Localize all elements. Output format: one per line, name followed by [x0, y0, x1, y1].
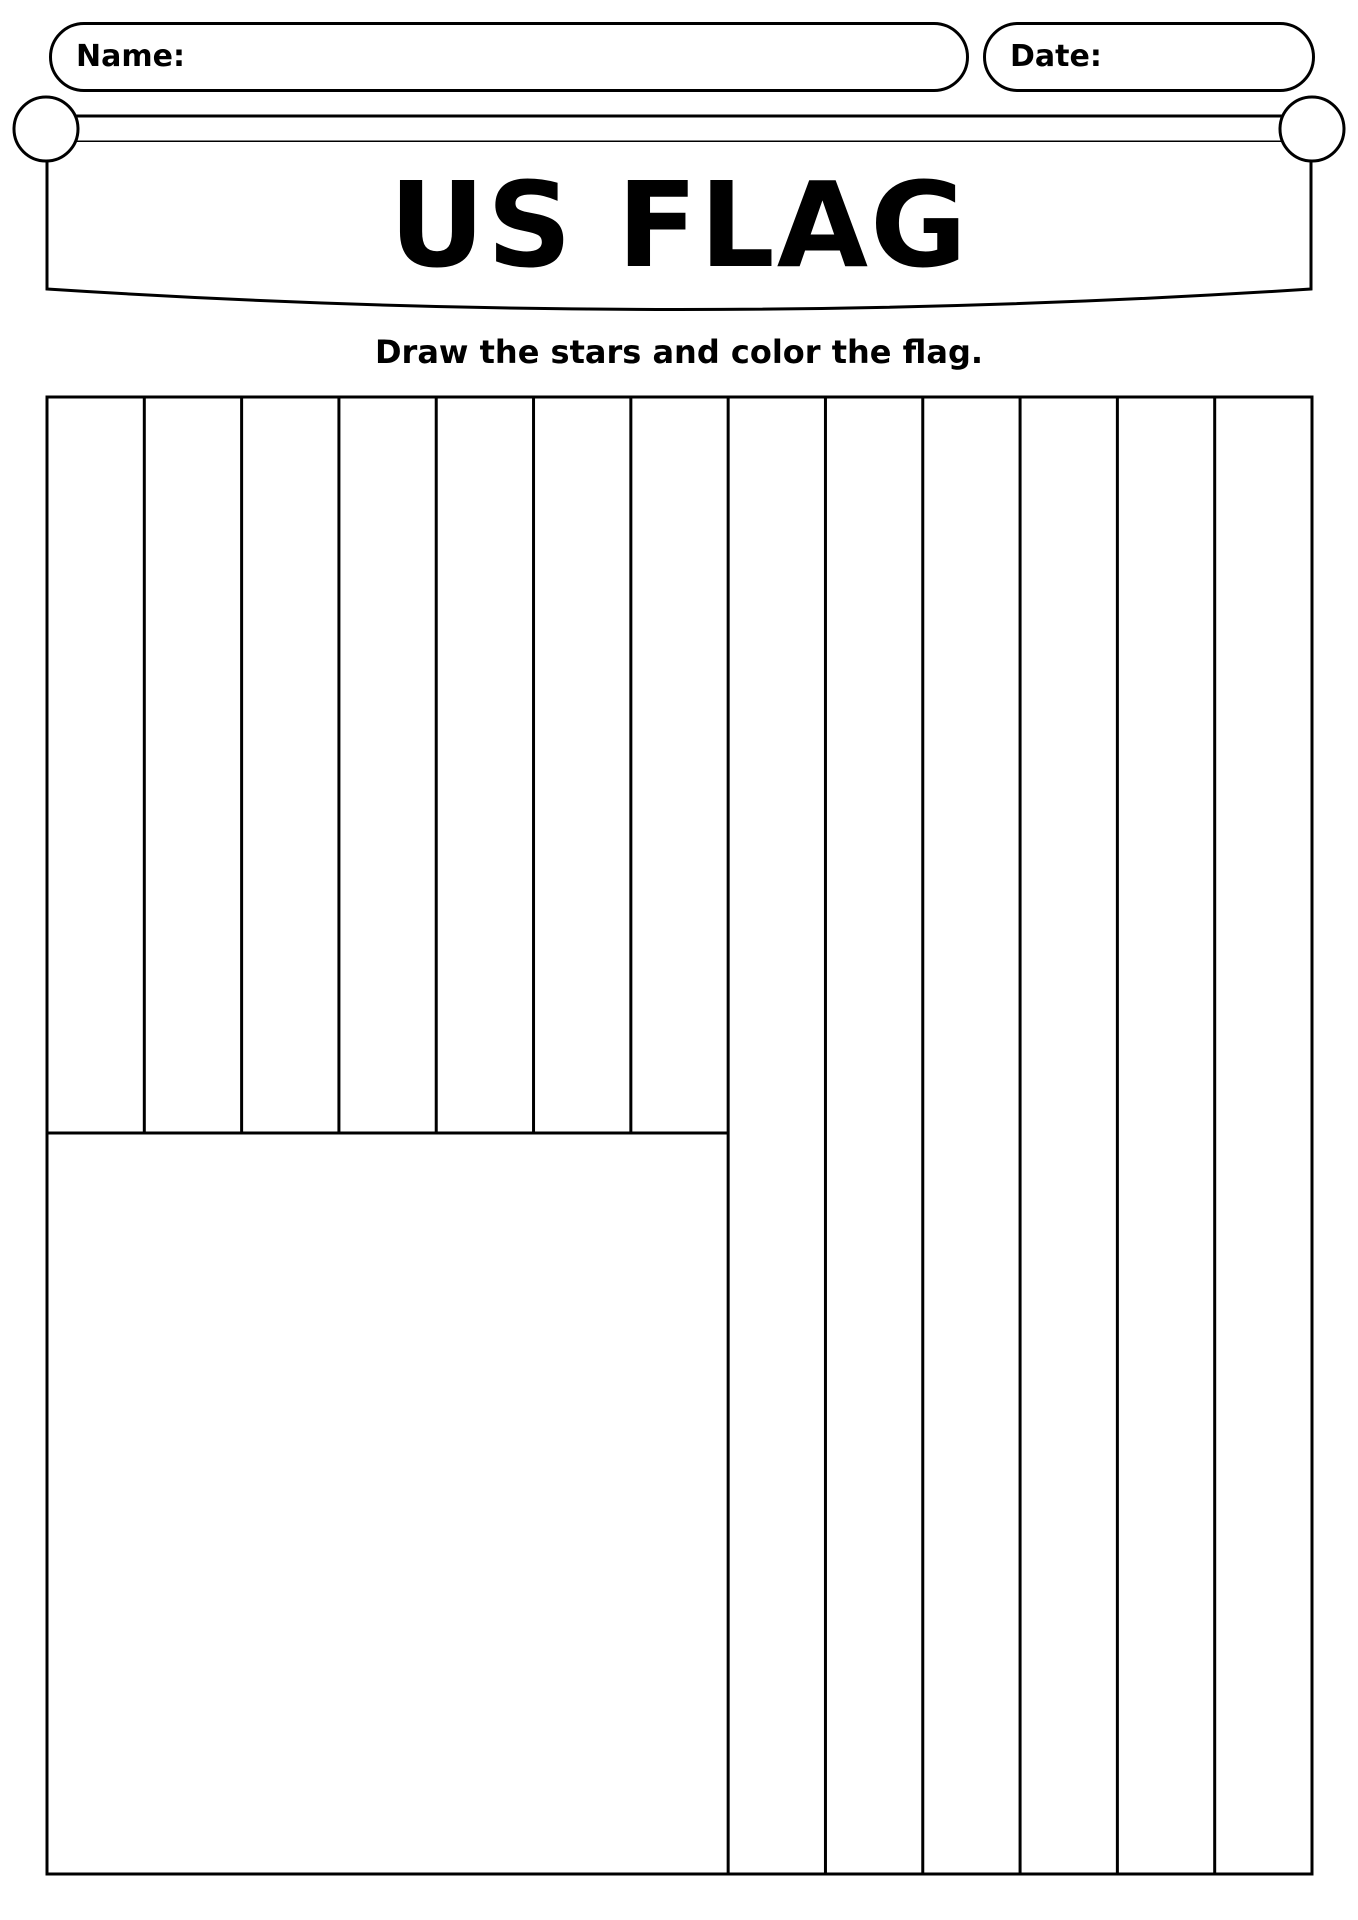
flag-border: [47, 397, 1312, 1874]
page-title: US FLAG: [389, 156, 969, 294]
flag-group: [47, 397, 1312, 1874]
name-label: Name:: [76, 39, 185, 74]
date-label: Date:: [1010, 39, 1102, 74]
instructions-text: Draw the stars and color the flag.: [374, 333, 983, 371]
